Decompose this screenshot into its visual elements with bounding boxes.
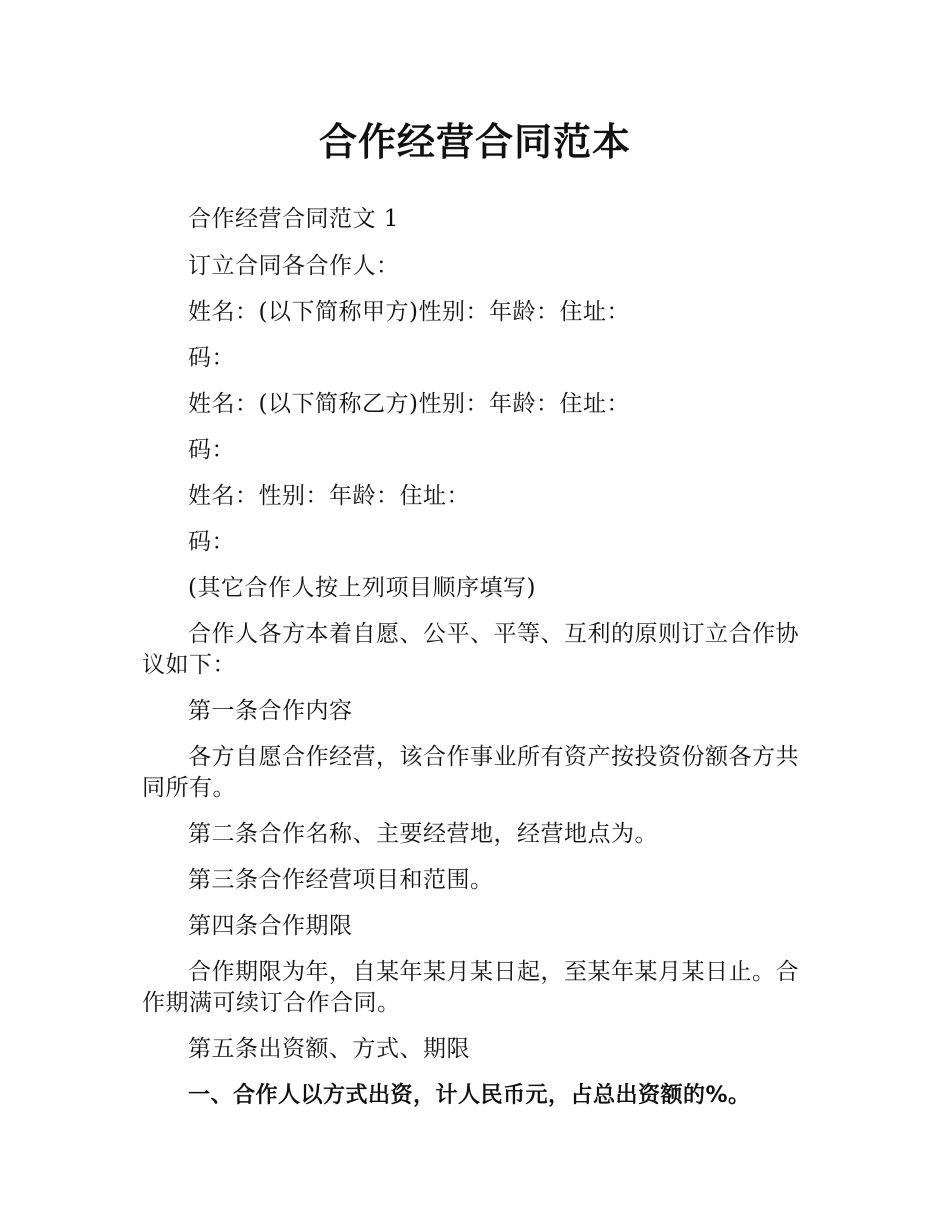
paragraph-other-partners: (其它合作人按上列项目顺序填写) xyxy=(188,575,536,601)
document-title: 合作经营合同范本 xyxy=(318,120,631,164)
paragraph-party-a: 姓名：(以下简称甲方)性别：年龄：住址： xyxy=(188,299,630,325)
paragraph-article-5: 第五条出资额、方式、期限 xyxy=(188,1036,470,1062)
paragraph-article-1-body: 各方自愿合作经营，该合作事业所有资产按投资份额各方共同所有。 xyxy=(142,744,799,801)
paragraph-article-3: 第三条合作经营项目和范围。 xyxy=(188,867,494,893)
paragraph-principles: 合作人各方本着自愿、公平、平等、互利的原则订立合作协议如下： xyxy=(142,621,799,678)
paragraph-article-4-body: 合作期限为年，自某年某月某日起，至某年某月某日止。合作期满可续订合作合同。 xyxy=(142,959,799,1016)
paragraph-code-b: 码： xyxy=(188,437,235,463)
paragraph-party-c: 姓名：性别：年龄：住址： xyxy=(188,483,470,509)
paragraph-parties: 订立合同各合作人： xyxy=(188,253,400,279)
paragraph-party-b: 姓名：(以下简称乙方)性别：年龄：住址： xyxy=(188,391,630,417)
paragraph-article-4: 第四条合作期限 xyxy=(188,913,353,939)
paragraph-article-2: 第二条合作名称、主要经营地，经营地点为。 xyxy=(188,821,658,847)
paragraph-heading-1: 合作经营合同范文 1 xyxy=(188,206,399,232)
paragraph-code-a: 码： xyxy=(188,345,235,371)
paragraph-code-c: 码： xyxy=(188,529,235,555)
paragraph-article-5-item-1: 一、合作人以方式出资，计人民币元，占总出资额的%。 xyxy=(188,1083,751,1108)
paragraph-article-1: 第一条合作内容 xyxy=(188,698,353,724)
